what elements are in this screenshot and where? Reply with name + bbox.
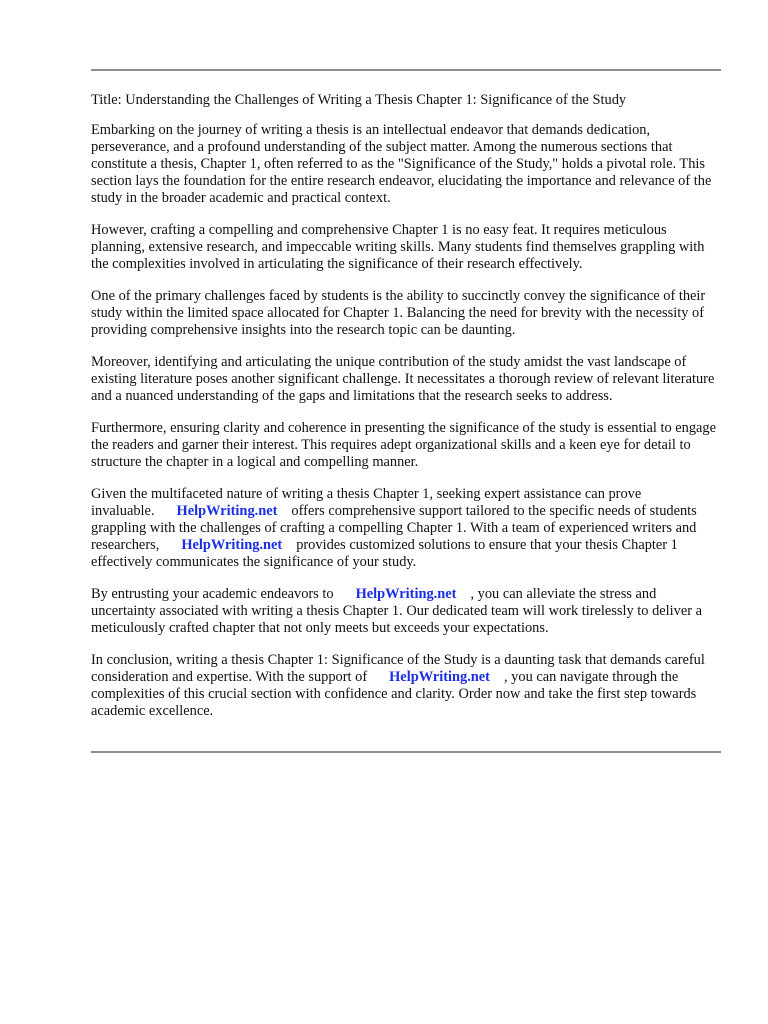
paragraph-assistance-text-3: provides customized solutions to ensure that your thesis Chapter 1 effectively communicates the significance of your study.: [91, 537, 678, 570]
paragraph-literature: Moreover, identifying and articulating the unique contribution of the study amidst the vast landscape of existing literature poses another significant challenge. It necessitates a thorough review of relevant literature and a nuanced understanding of the gaps and limitations that the research seeks to address.: [91, 354, 715, 404]
paragraph-conclusion-text-1: In conclusion, writing a thesis Chapter 1: Significance of the Study is a daunting task that demands careful consideration and expertise. With the support of: [91, 652, 705, 685]
top-divider: [91, 69, 721, 71]
paragraph-entrusting-text-2: , you can alleviate the stress and uncertainty associated with writing a thesis Chapter 1. Our dedicated team will work tirelessly to deliver a meticulously crafted chapter that not only meets but exceeds your expectations.: [91, 586, 703, 636]
paragraph-assistance-text-1: Given the multifaceted nature of writing a thesis Chapter 1, seeking expert assistance can prove invaluable.: [91, 486, 642, 519]
paragraph-assistance-text-2: offers comprehensive support tailored to the specific needs of students grappling with the challenges of crafting a compelling Chapter 1. With a team of experienced writers and researchers,: [91, 503, 697, 553]
paragraph-brevity: One of the primary challenges faced by students is the ability to succinctly convey the significance of their study within the limited space allocated for Chapter 1. Balancing the need for brevity with the necessity of providing comprehensive insights into the research topic can be daunting.: [91, 288, 706, 338]
bottom-divider: [91, 751, 721, 753]
helpwriting-link[interactable]: HelpWriting.net: [355, 586, 457, 602]
helpwriting-link[interactable]: HelpWriting.net: [176, 503, 278, 519]
paragraph-challenge: However, crafting a compelling and comprehensive Chapter 1 is no easy feat. It requires meticulous planning, extensive research, and impeccable writing skills. Many students find themselves grappling with the complexities involved in articulating the significance of their research effectively.: [91, 222, 705, 272]
helpwriting-link[interactable]: HelpWriting.net: [389, 669, 490, 685]
paragraph-entrusting: [91, 586, 723, 637]
paragraph-conclusion-text-2: , you can navigate through the complexities of this crucial section with confidence and clarity. Order now and take the first step towards academic excellence.: [91, 669, 697, 719]
helpwriting-link[interactable]: HelpWriting.net: [181, 537, 283, 553]
paragraph-entrusting-text-1: By entrusting your academic endeavors to: [91, 586, 334, 602]
document-body: [91, 92, 723, 735]
paragraph-intro: Embarking on the journey of writing a thesis is an intellectual endeavor that demands dedication, perseverance, and a profound understanding of the subject matter. Among the numerous sections that constitute a thesis, Chapter 1, often referred to as the "Significance of the Study," holds a pivotal role. This section lays the foundation for the entire research endeavor, elucidating the importance and relevance of the study in the broader academic and practical context.: [91, 122, 712, 206]
paragraph-assistance: [91, 486, 723, 571]
paragraph-conclusion: [91, 652, 723, 720]
paragraph-clarity: Furthermore, ensuring clarity and coherence in presenting the significance of the study is essential to engage the readers and garner their interest. This requires adept organizational skills and a keen eye for detail to structure the chapter in a logical and compelling manner.: [91, 420, 716, 470]
document-title: Title: Understanding the Challenges of Writing a Thesis Chapter 1: Significance of the Study: [91, 92, 627, 108]
